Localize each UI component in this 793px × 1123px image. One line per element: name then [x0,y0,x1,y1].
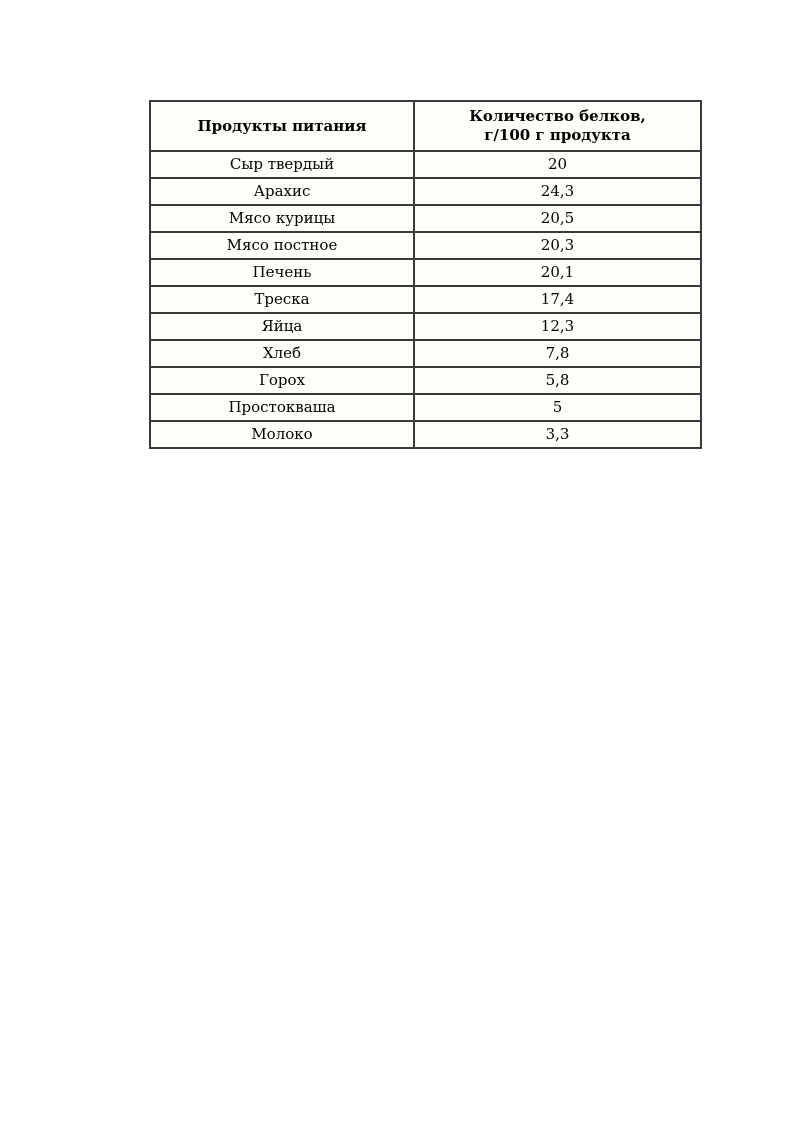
table-row [150,394,701,421]
protein-value-cell: 12,3 [414,313,701,340]
table-row [150,313,701,340]
product-name-cell: Молоко [150,421,414,448]
protein-value-cell: 17,4 [414,286,701,313]
table-header [150,101,701,151]
product-name-cell: Хлеб [150,340,414,367]
product-name-cell: Сыр твердый [150,151,414,178]
header-protein-line1: Количество белков, [469,107,646,126]
product-name-cell: Простокваша [150,394,414,421]
protein-value-cell: 7,8 [414,340,701,367]
table-row [150,151,701,178]
product-name-cell: Яйца [150,313,414,340]
table-row [150,232,701,259]
product-name-cell: Горох [150,367,414,394]
protein-value-cell: 20,1 [414,259,701,286]
table-row [150,205,701,232]
table-row [150,286,701,313]
protein-value-cell: 20 [414,151,701,178]
table-row [150,178,701,205]
protein-content-table [149,100,702,449]
protein-value-cell: 24,3 [414,178,701,205]
header-protein-line2: г/100 г продукта [484,126,631,144]
product-name-cell: Арахис [150,178,414,205]
table-row [150,367,701,394]
protein-value-cell: 5,8 [414,367,701,394]
table-row [150,259,701,286]
table-row [150,421,701,448]
protein-value-cell: 5 [414,394,701,421]
table-row [150,340,701,367]
header-row [150,101,701,151]
protein-value-cell: 3,3 [414,421,701,448]
product-name-cell: Треска [150,286,414,313]
protein-value-cell: 20,3 [414,232,701,259]
protein-value-cell: 20,5 [414,205,701,232]
product-name-cell: Мясо курицы [150,205,414,232]
table-body [150,151,701,448]
header-cell-protein [414,101,701,151]
product-name-cell: Печень [150,259,414,286]
product-name-cell: Мясо постное [150,232,414,259]
header-cell-product: Продукты питания [150,101,414,151]
